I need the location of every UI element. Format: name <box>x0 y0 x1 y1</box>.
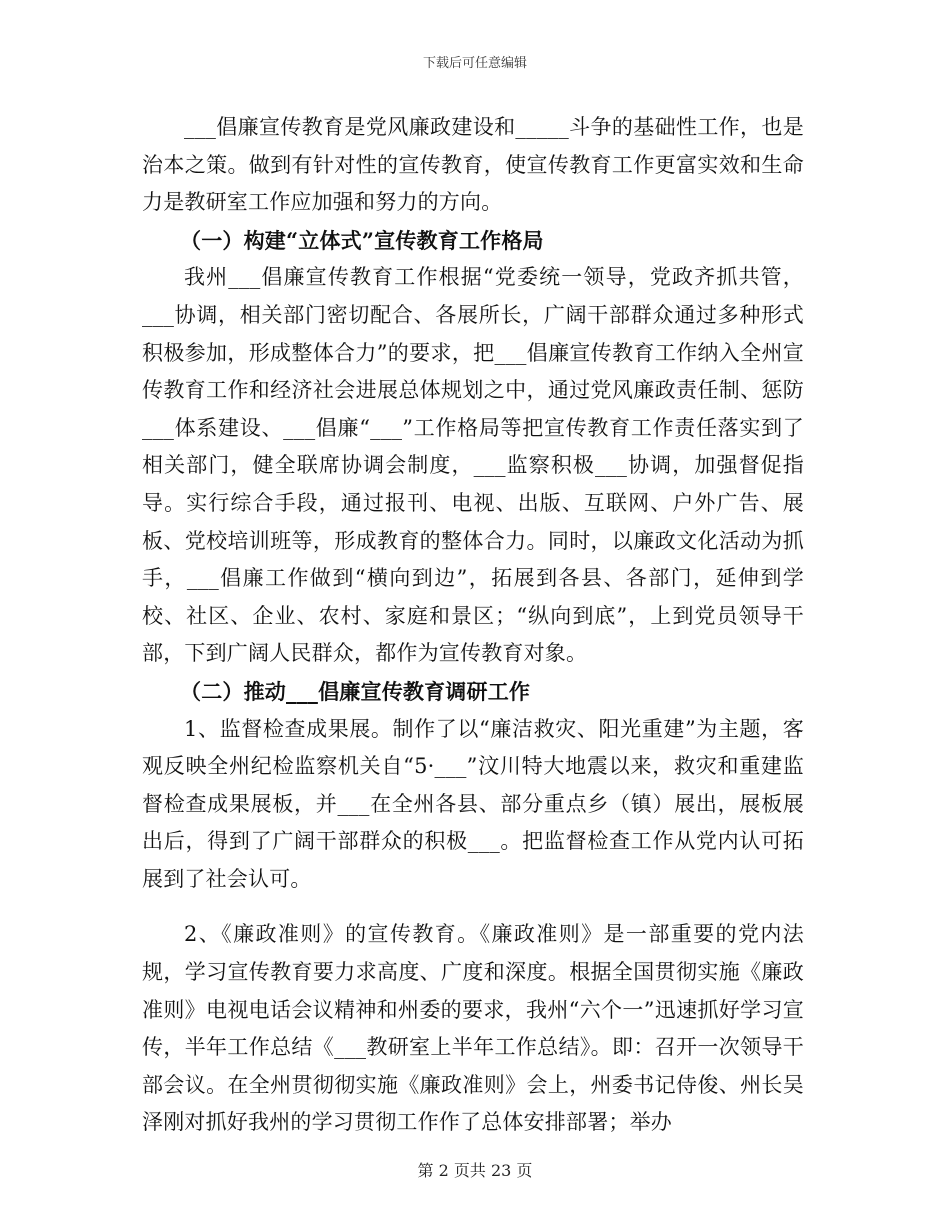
paragraph-section-1: 我州___倡廉宣传教育工作根据“党委统一领导，党政齐抓共管，___协调，相关部门密切配合、各展所长，广阔干部群众通过多种形式积极参加，形成整体合力”的要求，把___倡廉宣传教育工作纳入全州宣传教育工作和经济社会进展总体规划之中，通过党风廉政责任制、惩防___体系建设、___倡廉“___”工作格局等把宣传教育工作责任落实到了相关部门，健全联席协调会制度，___监察积极___协调，加强督促指导。实行综合手段，通过报刊、电视、出版、互联网、户外广告、展板、党校培训班等，形成教育的整体合力。同时，以廉政文化活动为抓手，___倡廉工作做到“横向到边”，拓展到各县、各部门，延伸到学校、社区、企业、农村、家庭和景区；“纵向到底”，上到党员领导干部，下到广阔人民群众，都作为宣传教育对象。 <box>142 265 804 666</box>
paragraph-item-1: 1、监督检查成果展。制作了以“廉洁救灾、阳光重建”为主题，客观反映全州纪检监察机关自“5·___”汶川特大地震以来，救灾和重建监督检查成果展板，并___在全州各县、部分重点乡（镇）展出，展板展出后，得到了广阔干部群众的积极___。把监督检查工作从党内认可拓展到了社会认可。 <box>142 716 804 891</box>
document-body <box>142 109 804 1142</box>
section-heading-1: （一）构建“立体式”宣传教育工作格局 <box>180 227 544 253</box>
page-header-note: 下载后可任意编辑 <box>422 56 527 71</box>
paragraph-intro: ___倡廉宣传教育是党风廉政建设和_____斗争的基础性工作，也是治本之策。做到有针对性的宣传教育，使宣传教育工作更富实效和生命力是教研室工作应加强和努力的方向。 <box>142 115 804 215</box>
section-heading-2: （二）推动___倡廉宣传教育调研工作 <box>180 678 531 704</box>
page-number: 第 2 页共 23 页 <box>417 1161 533 1180</box>
paragraph-item-2: 2、《廉政准则》的宣传教育。《廉政准则》是一部重要的党内法规，学习宣传教育要力求高度、广度和深度。根据全国贯彻实施《廉政准则》电视电话会议精神和州委的要求，我州“六个一”迅速抓好学习宣传，半年工作总结《___教研室上半年工作总结》。即：召开一次领导干部会议。在全州贯彻彻实施《廉政准则》会上，州委书记侍俊、州长吴泽刚对抓好我州的学习贯彻工作作了总体安排部署；举办 <box>142 922 804 1135</box>
